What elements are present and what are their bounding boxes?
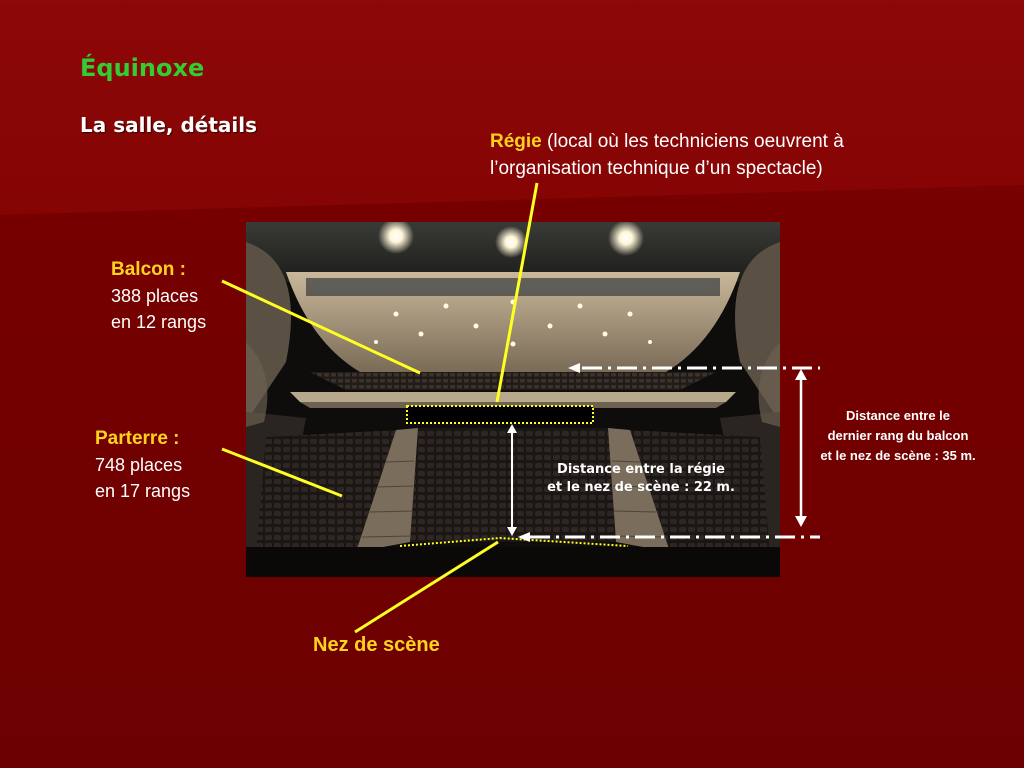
balcon-distance-line2: dernier rang du balcon [827,428,969,443]
nez-de-scene-line [400,538,628,546]
regie-distance-line2: et le nez de scène : 22 m. [547,480,735,495]
horizontal-guides [530,368,820,537]
balcon-distance-line1: Distance entre le [845,408,951,423]
parterre-places: 748 places [95,455,183,475]
balcon-distance-label [800,406,996,466]
balcon-label: Balcon : [111,259,186,280]
balcon-places: 388 places [111,286,199,306]
balcon-pointer [222,281,420,373]
regie-pointer [497,183,537,402]
balcon-rangs: en 12 rangs [111,312,207,332]
parterre-pointer [222,449,342,496]
regie-distance-label [518,461,764,497]
regie-distance-arrow [507,424,517,536]
regie-distance-line1: Distance entre la régie [557,462,725,477]
nez-pointer [355,542,498,632]
regie-box [407,406,593,423]
regie-label: Régie [490,131,542,152]
upper-guide-arrowhead [568,363,580,373]
nez-de-scene-label: Nez de scène [313,634,440,656]
slide-subtitle: La salle, détails [80,113,257,137]
regie-description: (local où les techniciens oeuvrent à l’organisation technique d’un spectacle) [490,131,844,179]
parterre-label: Parterre : [95,428,180,449]
balcon-distance-line3: et le nez de scène : 35 m. [820,448,976,463]
parterre-rangs: en 17 rangs [95,481,191,501]
slide-title: Équinoxe [80,54,205,82]
